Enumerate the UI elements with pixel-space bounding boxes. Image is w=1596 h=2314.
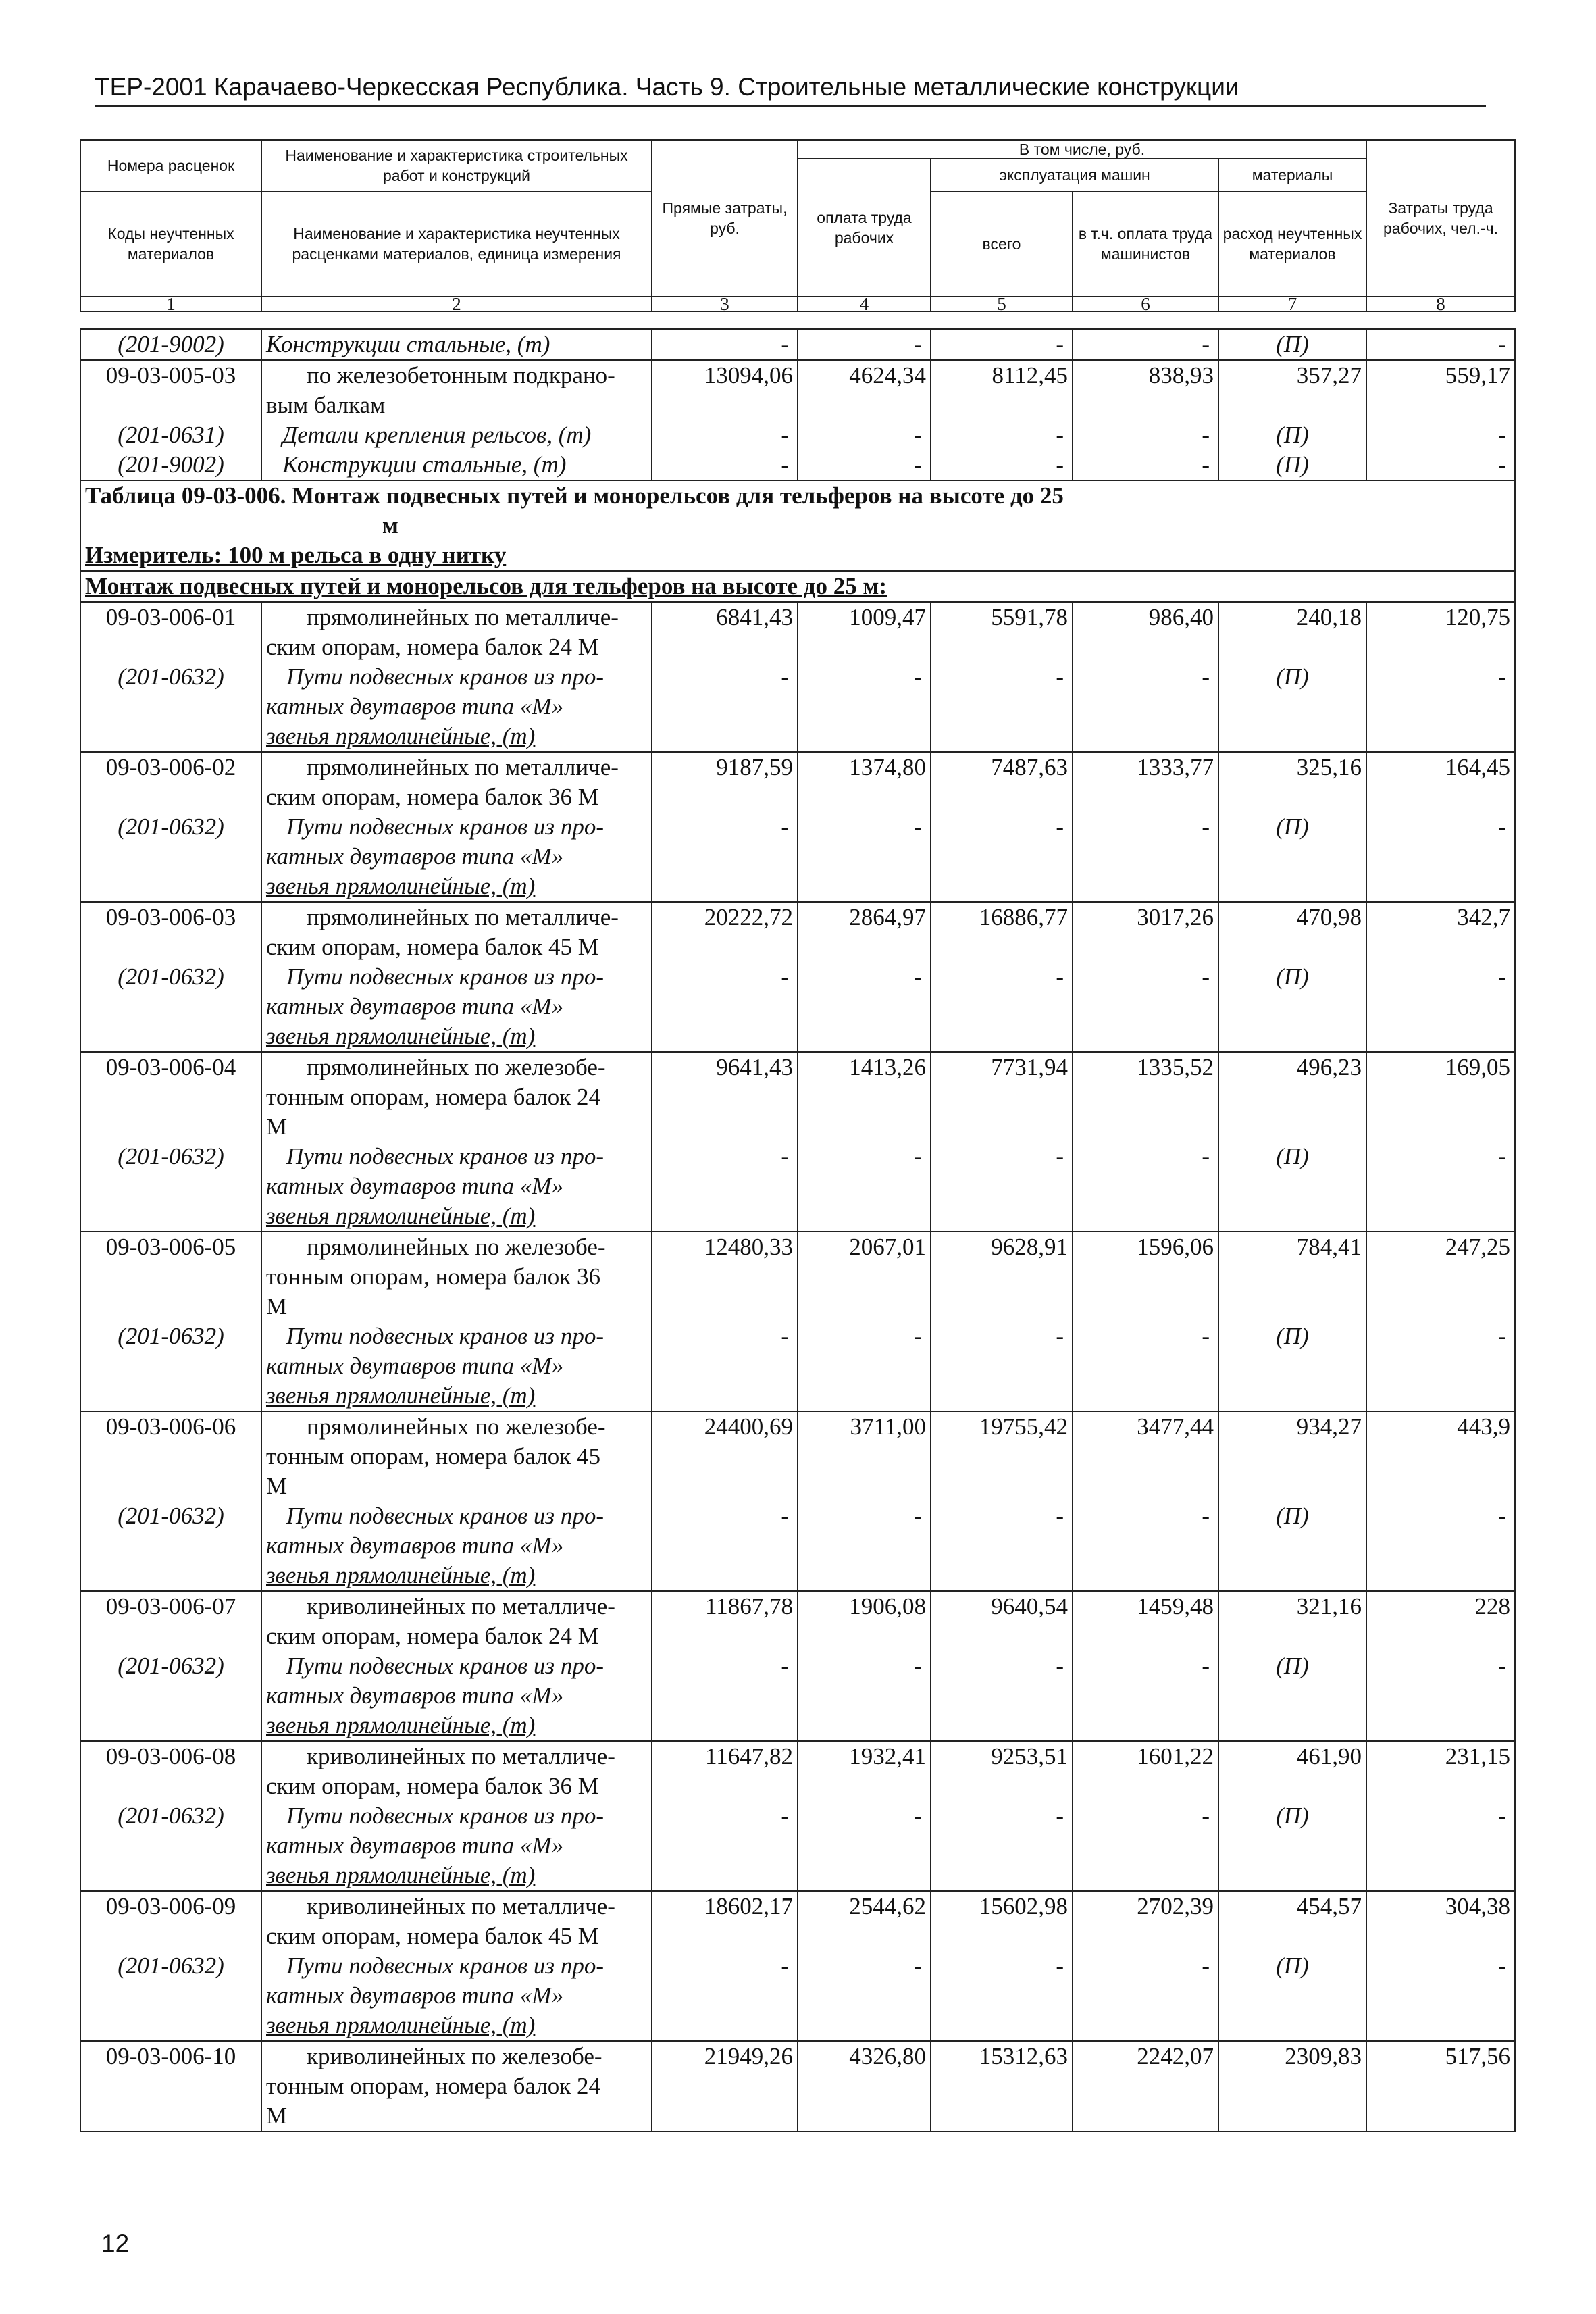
machinists-pay-cell: 3477,44 [1073, 1411, 1218, 1501]
previous-table-rows [80, 329, 1515, 480]
material-code: (201-0632) [80, 662, 261, 752]
labor-cell: - [1366, 450, 1515, 480]
machines-total-cell: - [931, 1651, 1073, 1741]
column-number: 3 [652, 297, 798, 311]
workers-pay-cell: - [798, 1142, 931, 1232]
material-code: (201-0632) [80, 1501, 261, 1591]
material-code: (201-0632) [80, 1951, 261, 2041]
machinists-pay-cell: - [1073, 1801, 1218, 1891]
material-name [261, 1651, 652, 1741]
section-heading [80, 480, 1515, 602]
materials-cell: (П) [1218, 450, 1366, 480]
workers-pay-cell: - [798, 1322, 931, 1411]
material-name [261, 1501, 652, 1591]
material-code: (201-0632) [80, 962, 261, 1052]
works-subheading: Монтаж подвесных путей и монорельсов для тельферов на высоте до 25 м: [80, 571, 1515, 602]
machines-total-cell: 9253,51 [931, 1741, 1073, 1801]
machinists-pay-cell: - [1073, 662, 1218, 752]
workers-pay-cell: - [798, 962, 931, 1052]
direct-costs-cell: 6841,43 [652, 602, 798, 662]
labor-cell: 120,75 [1366, 602, 1515, 662]
material-name [261, 1951, 652, 2041]
workers-pay-cell: 2544,62 [798, 1891, 931, 1951]
material-name [261, 1322, 652, 1411]
rate-name-line: ским опорам, номера балок 36 М [266, 1773, 599, 1799]
header-works-name: Наименование и характеристика строительных работ и конструкций [261, 140, 652, 191]
rate-name-line: тонным опорам, номера балок 24 [266, 1084, 601, 1110]
rate-name-line: ским опорам, номера балок 24 М [266, 1623, 599, 1649]
machinists-pay-cell: - [1073, 1651, 1218, 1741]
rate-name [261, 1411, 652, 1501]
machinists-pay-cell: 1459,48 [1073, 1591, 1218, 1651]
machines-total-cell: - [931, 1501, 1073, 1591]
table-row [80, 1232, 1515, 1322]
machinists-pay-cell: 2702,39 [1073, 1891, 1218, 1951]
labor-cell: - [1366, 1142, 1515, 1232]
rate-code: 09-03-006-09 [80, 1891, 261, 1951]
material-name-line: катных двутавров типа «М» [266, 1982, 564, 2009]
workers-pay-cell: - [798, 662, 931, 752]
rate-code: 09-03-006-04 [80, 1052, 261, 1142]
direct-costs-cell: 13094,06 [652, 360, 798, 420]
material-name-line: звенья прямолинейные, (т) [266, 2012, 536, 2038]
labor-cell: 228 [1366, 1591, 1515, 1651]
labor-cell: 231,15 [1366, 1741, 1515, 1801]
materials-cell: (П) [1218, 1501, 1366, 1591]
materials-cell: (П) [1218, 1951, 1366, 2041]
column-number: 8 [1366, 297, 1515, 311]
machinists-pay-cell: - [1073, 1501, 1218, 1591]
rate-name-line: по железобетонным подкрано- [307, 362, 615, 388]
labor-cell: - [1366, 1501, 1515, 1591]
labor-cell: - [1366, 662, 1515, 752]
rate-name [261, 1591, 652, 1651]
labor-cell: 247,25 [1366, 1232, 1515, 1322]
direct-costs-cell: - [652, 1951, 798, 2041]
rate-name-line: вым балкам [266, 392, 386, 418]
materials-cell: (П) [1218, 1322, 1366, 1411]
machines-total-cell: - [931, 1142, 1073, 1232]
materials-cell: (П) [1218, 962, 1366, 1052]
table-title [80, 480, 1515, 540]
rate-name-line: М [266, 1473, 288, 1499]
direct-costs-cell: 12480,33 [652, 1232, 798, 1322]
machines-total-cell: 15602,98 [931, 1891, 1073, 1951]
rate-code: 09-03-006-10 [80, 2041, 261, 2132]
rate-code: 09-03-006-01 [80, 602, 261, 662]
rate-code: 09-03-006-03 [80, 902, 261, 962]
materials-cell: 934,27 [1218, 1411, 1366, 1501]
header-total: всего [931, 191, 1073, 297]
material-name-line: катных двутавров типа «М» [266, 1832, 564, 1859]
table-row [80, 1891, 1515, 1951]
machines-total-cell: - [931, 420, 1073, 450]
column-number: 5 [931, 297, 1073, 311]
rate-name [261, 1741, 652, 1801]
table-row [80, 329, 1515, 360]
rate-name-line: ским опорам, номера балок 36 М [266, 784, 599, 810]
machines-total-cell: 9628,91 [931, 1232, 1073, 1322]
table-header [80, 139, 1516, 312]
workers-pay-cell: - [798, 1501, 931, 1591]
workers-pay-cell: 2864,97 [798, 902, 931, 962]
direct-costs-cell: 11647,82 [652, 1741, 798, 1801]
material-code: (201-0632) [80, 1322, 261, 1411]
machinists-pay-cell: - [1073, 1322, 1218, 1411]
page-number: 12 [101, 2230, 130, 2257]
rate-name-line: ским опорам, номера балок 45 М [266, 934, 599, 960]
labor-cell: - [1366, 962, 1515, 1052]
direct-costs-cell: - [652, 1651, 798, 1741]
material-name: Конструкции стальные, (т) [261, 329, 652, 360]
machines-total-cell: - [931, 1951, 1073, 2041]
direct-costs-cell: 9641,43 [652, 1052, 798, 1142]
header-mat-name: Наименование и характеристика неучтенных расценками материалов, единица измерения [261, 191, 652, 297]
table-row [80, 1501, 1515, 1591]
machinists-pay-cell: 986,40 [1073, 602, 1218, 662]
table-title-line: Таблица 09-03-006. Монтаж подвесных путей и монорельсов для тельферов на высоте до 25 [85, 482, 1064, 509]
table-row [80, 1801, 1515, 1891]
material-name-line: Пути подвесных кранов из про- [286, 1653, 604, 1679]
table-row [80, 962, 1515, 1052]
labor-cell: 164,45 [1366, 752, 1515, 812]
machinists-pay-cell: 3017,26 [1073, 902, 1218, 962]
rate-name-line: тонным опорам, номера балок 36 [266, 1263, 601, 1290]
material-code: (201-0632) [80, 1142, 261, 1232]
rate-name-line: прямолинейных по металличе- [307, 754, 619, 780]
machinists-pay-cell: - [1073, 1951, 1218, 2041]
column-number: 2 [261, 297, 652, 311]
material-name-line: звенья прямолинейные, (т) [266, 1862, 536, 1888]
rates-rows [80, 602, 1515, 2132]
column-number: 1 [80, 297, 261, 311]
rate-name [261, 360, 652, 420]
direct-costs-cell: 24400,69 [652, 1411, 798, 1501]
rate-name [261, 1052, 652, 1142]
rate-name-line: криволинейных по металличе- [307, 1593, 615, 1619]
material-name-line: Пути подвесных кранов из про- [286, 813, 604, 840]
machines-total-cell: - [931, 662, 1073, 752]
rate-code: 09-03-006-07 [80, 1591, 261, 1651]
machines-total-cell: 7731,94 [931, 1052, 1073, 1142]
material-name-line: Пути подвесных кранов из про- [286, 1503, 604, 1529]
materials-cell: 461,90 [1218, 1741, 1366, 1801]
materials-cell: (П) [1218, 1801, 1366, 1891]
machinists-pay-cell: - [1073, 450, 1218, 480]
direct-costs-cell: - [652, 1801, 798, 1891]
materials-cell: (П) [1218, 329, 1366, 360]
column-number: 4 [798, 297, 931, 311]
materials-cell: (П) [1218, 812, 1366, 902]
material-name [261, 812, 652, 902]
rate-name-line: тонным опорам, номера балок 45 [266, 1443, 601, 1469]
direct-costs-cell: - [652, 420, 798, 450]
rate-name-line: криволинейных по железобе- [307, 2043, 602, 2069]
rate-code: 09-03-006-06 [80, 1411, 261, 1501]
rate-name-line: прямолинейных по металличе- [307, 904, 619, 930]
material-name [261, 1142, 652, 1232]
workers-pay-cell: 1413,26 [798, 1052, 931, 1142]
material-name-line: катных двутавров типа «М» [266, 1173, 564, 1199]
header-machinists-pay: в т.ч. оплата труда машинистов [1073, 191, 1218, 297]
table-row [80, 662, 1515, 752]
workers-pay-cell: 3711,00 [798, 1411, 931, 1501]
machines-total-cell: - [931, 962, 1073, 1052]
workers-pay-cell: - [798, 1651, 931, 1741]
material-name-line: Пути подвесных кранов из про- [286, 1803, 604, 1829]
workers-pay-cell: 1932,41 [798, 1741, 931, 1801]
measure-unit: Измеритель: 100 м рельса в одну нитку [80, 540, 1515, 571]
labor-cell: 443,9 [1366, 1411, 1515, 1501]
material-name-line: звенья прямолинейные, (т) [266, 1203, 536, 1229]
machines-total-cell: 8112,45 [931, 360, 1073, 420]
rate-name-line: тонным опорам, номера балок 24 [266, 2073, 601, 2099]
workers-pay-cell: - [798, 329, 931, 360]
machines-total-cell: - [931, 450, 1073, 480]
rate-name-line: прямолинейных по железобе- [307, 1234, 606, 1260]
machines-total-cell: - [931, 1322, 1073, 1411]
material-name-line: катных двутавров типа «М» [266, 993, 564, 1020]
rate-name [261, 2041, 652, 2132]
direct-costs-cell: - [652, 662, 798, 752]
workers-pay-cell: - [798, 812, 931, 902]
material-name-line: Пути подвесных кранов из про- [286, 1953, 604, 1979]
materials-cell: 357,27 [1218, 360, 1366, 420]
labor-cell: 304,38 [1366, 1891, 1515, 1951]
direct-costs-cell: 9187,59 [652, 752, 798, 812]
machines-total-cell: 9640,54 [931, 1591, 1073, 1651]
rate-name [261, 752, 652, 812]
rate-name [261, 1232, 652, 1322]
header-direct-costs: Прямые затраты, руб. [652, 140, 798, 297]
rate-code: 09-03-006-02 [80, 752, 261, 812]
material-name [261, 662, 652, 752]
rate-name-line: прямолинейных по металличе- [307, 604, 619, 630]
table-row [80, 902, 1515, 962]
materials-cell: 784,41 [1218, 1232, 1366, 1322]
labor-cell: - [1366, 812, 1515, 902]
direct-costs-cell: 11867,78 [652, 1591, 798, 1651]
direct-costs-cell: - [652, 812, 798, 902]
machines-total-cell: - [931, 329, 1073, 360]
workers-pay-cell: 1009,47 [798, 602, 931, 662]
machines-total-cell: 5591,78 [931, 602, 1073, 662]
labor-cell: - [1366, 1951, 1515, 2041]
labor-cell: 342,7 [1366, 902, 1515, 962]
material-name-line: звенья прямолинейные, (т) [266, 1023, 536, 1049]
labor-cell: - [1366, 329, 1515, 360]
rate-name-line: ским опорам, номера балок 24 М [266, 634, 599, 660]
direct-costs-cell: 21949,26 [652, 2041, 798, 2132]
running-header: ТЕР-2001 Карачаево-Черкесская Республика. Часть 9. Строительные металлические конструкции [95, 73, 1486, 107]
material-code: (201-0632) [80, 812, 261, 902]
labor-cell: - [1366, 1651, 1515, 1741]
material-name-line: звенья прямолинейные, (т) [266, 1712, 536, 1738]
header-workers-pay: оплата труда рабочих [798, 159, 931, 297]
rate-name-line: М [266, 1113, 288, 1140]
workers-pay-cell: - [798, 1801, 931, 1891]
header-including: В том числе, руб. [798, 140, 1366, 159]
header-labor-costs: Затраты труда рабочих, чел.-ч. [1366, 140, 1515, 297]
material-name-line: Пути подвесных кранов из про- [286, 1323, 604, 1349]
workers-pay-cell: 2067,01 [798, 1232, 931, 1322]
rate-code: 09-03-006-08 [80, 1741, 261, 1801]
machinists-pay-cell: 1596,06 [1073, 1232, 1218, 1322]
machinists-pay-cell: 838,93 [1073, 360, 1218, 420]
machines-total-cell: 16886,77 [931, 902, 1073, 962]
workers-pay-cell: 1906,08 [798, 1591, 931, 1651]
material-code: (201-0632) [80, 1651, 261, 1741]
table-row [80, 752, 1515, 812]
labor-cell: - [1366, 1322, 1515, 1411]
labor-cell: 517,56 [1366, 2041, 1515, 2132]
direct-costs-cell: - [652, 1142, 798, 1232]
material-name-line: звенья прямолинейные, (т) [266, 723, 536, 749]
material-name: Конструкции стальные, (т) [261, 450, 652, 480]
machines-total-cell: 7487,63 [931, 752, 1073, 812]
header-materials: материалы [1218, 159, 1366, 191]
table-row [80, 2041, 1515, 2132]
machines-total-cell: 19755,42 [931, 1411, 1073, 1501]
header-mat-codes: Коды неучтенных материалов [80, 191, 261, 297]
material-name-line: катных двутавров типа «М» [266, 1682, 564, 1709]
material-name-line: катных двутавров типа «М» [266, 1532, 564, 1559]
direct-costs-cell: - [652, 962, 798, 1052]
workers-pay-cell: 4624,34 [798, 360, 931, 420]
table-row [80, 420, 1515, 450]
material-name-line: Пути подвесных кранов из про- [286, 663, 604, 690]
direct-costs-cell: - [652, 450, 798, 480]
materials-cell: 496,23 [1218, 1052, 1366, 1142]
machinists-pay-cell: 1333,77 [1073, 752, 1218, 812]
machinists-pay-cell: 2242,07 [1073, 2041, 1218, 2132]
workers-pay-cell: - [798, 1951, 931, 2041]
direct-costs-cell: - [652, 329, 798, 360]
direct-costs-cell: 20222,72 [652, 902, 798, 962]
materials-cell: (П) [1218, 420, 1366, 450]
table-title-line: м [382, 512, 398, 538]
table-row [80, 1411, 1515, 1501]
material-code: (201-0632) [80, 1801, 261, 1891]
material-name-line: звенья прямолинейные, (т) [266, 873, 536, 899]
material-code: (201-9002) [80, 329, 261, 360]
rate-name-line: М [266, 1293, 288, 1319]
table-row [80, 1142, 1515, 1232]
material-name-line: катных двутавров типа «М» [266, 1353, 564, 1379]
table-row [80, 1951, 1515, 2041]
material-name-line: катных двутавров типа «М» [266, 693, 564, 720]
table-row [80, 360, 1515, 420]
machines-total-cell: - [931, 812, 1073, 902]
column-number: 6 [1073, 297, 1218, 311]
labor-cell: 559,17 [1366, 360, 1515, 420]
direct-costs-cell: - [652, 1501, 798, 1591]
header-mat-consumption: расход неучтенных материалов [1218, 191, 1366, 297]
rate-code: 09-03-006-05 [80, 1232, 261, 1322]
materials-cell: (П) [1218, 662, 1366, 752]
machines-total-cell: - [931, 1801, 1073, 1891]
material-name-line: Пути подвесных кранов из про- [286, 963, 604, 990]
material-name: Детали крепления рельсов, (т) [261, 420, 652, 450]
materials-cell: (П) [1218, 1651, 1366, 1741]
materials-cell: (П) [1218, 1142, 1366, 1232]
rate-name-line: прямолинейных по железобе- [307, 1054, 606, 1080]
table-row [80, 450, 1515, 480]
materials-cell: 325,16 [1218, 752, 1366, 812]
material-code: (201-0631) [80, 420, 261, 450]
rate-code: 09-03-005-03 [80, 360, 261, 420]
rate-name-line: прямолинейных по железобе- [307, 1413, 606, 1440]
machinists-pay-cell: - [1073, 1142, 1218, 1232]
rate-name-line: криволинейных по металличе- [307, 1743, 615, 1769]
machinists-pay-cell: - [1073, 420, 1218, 450]
table-row [80, 1322, 1515, 1411]
rate-name-line: ским опорам, номера балок 45 М [266, 1923, 599, 1949]
workers-pay-cell: 1374,80 [798, 752, 931, 812]
material-name [261, 1801, 652, 1891]
rate-name [261, 1891, 652, 1951]
rates-table [80, 328, 1516, 2132]
materials-cell: 321,16 [1218, 1591, 1366, 1651]
machinists-pay-cell: - [1073, 812, 1218, 902]
machinists-pay-cell: 1601,22 [1073, 1741, 1218, 1801]
column-number: 7 [1218, 297, 1366, 311]
machines-total-cell: 15312,63 [931, 2041, 1073, 2132]
labor-cell: - [1366, 1801, 1515, 1891]
machinists-pay-cell: 1335,52 [1073, 1052, 1218, 1142]
table-row [80, 1052, 1515, 1142]
labor-cell: 169,05 [1366, 1052, 1515, 1142]
rate-name-line: криволинейных по металличе- [307, 1893, 615, 1919]
header-machine-operation: эксплуатация машин [931, 159, 1218, 191]
materials-cell: 470,98 [1218, 902, 1366, 962]
direct-costs-cell: 18602,17 [652, 1891, 798, 1951]
rate-name [261, 602, 652, 662]
materials-cell: 240,18 [1218, 602, 1366, 662]
material-name-line: катных двутавров типа «М» [266, 843, 564, 870]
material-name-line: звенья прямолинейные, (т) [266, 1382, 536, 1409]
table-row [80, 1651, 1515, 1741]
machinists-pay-cell: - [1073, 962, 1218, 1052]
table-row [80, 1591, 1515, 1651]
machinists-pay-cell: - [1073, 329, 1218, 360]
materials-cell: 2309,83 [1218, 2041, 1366, 2132]
rate-name [261, 902, 652, 962]
material-name [261, 962, 652, 1052]
material-code: (201-9002) [80, 450, 261, 480]
labor-cell: - [1366, 420, 1515, 450]
direct-costs-cell: - [652, 1322, 798, 1411]
material-name-line: Пути подвесных кранов из про- [286, 1143, 604, 1169]
table-row [80, 1741, 1515, 1801]
rate-name-line: М [266, 2103, 288, 2129]
workers-pay-cell: - [798, 420, 931, 450]
table-row [80, 812, 1515, 902]
header-rates-no: Номера расценок [80, 140, 261, 191]
material-name-line: звенья прямолинейные, (т) [266, 1562, 536, 1588]
table-row [80, 602, 1515, 662]
materials-cell: 454,57 [1218, 1891, 1366, 1951]
workers-pay-cell: - [798, 450, 931, 480]
workers-pay-cell: 4326,80 [798, 2041, 931, 2132]
